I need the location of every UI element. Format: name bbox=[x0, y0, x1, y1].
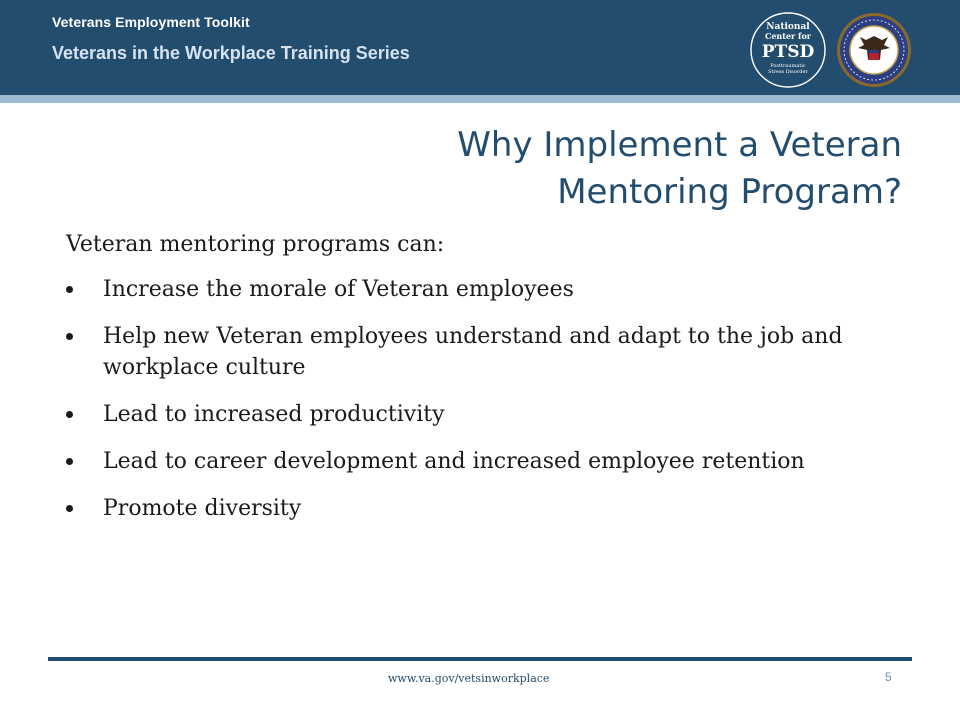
bullet-text: Lead to increased productivity bbox=[103, 402, 445, 427]
bullet-text: Help new Veteran employees understand and adapt to the job and workplace culture bbox=[103, 324, 843, 380]
bullet-dot-icon bbox=[66, 333, 73, 340]
ptsd-logo-line-4: Posttraumatic bbox=[770, 63, 806, 69]
ptsd-logo-line-3: PTSD bbox=[761, 42, 815, 62]
bullet-text: Lead to career development and increased employee retention bbox=[103, 449, 805, 474]
toolkit-title: Veterans Employment Toolkit bbox=[52, 14, 250, 30]
va-seal-icon bbox=[836, 12, 912, 88]
bullet-dot-icon bbox=[66, 458, 73, 465]
bullet-dot-icon bbox=[66, 286, 73, 293]
footer-url-link[interactable]: www.va.gov/vetsinworkplace bbox=[388, 672, 550, 685]
bullet-text: Increase the morale of Veteran employees bbox=[103, 277, 574, 302]
slide-body bbox=[66, 232, 916, 540]
ptsd-logo-line-5: Stress Disorder bbox=[768, 69, 808, 75]
bullet-item bbox=[66, 274, 916, 305]
header-stripe bbox=[0, 95, 960, 103]
bullet-text: Promote diversity bbox=[103, 496, 302, 521]
bullet-item bbox=[66, 399, 916, 430]
series-title: Veterans in the Workplace Training Series bbox=[52, 43, 410, 63]
bullet-dot-icon bbox=[66, 411, 73, 418]
ptsd-logo-line-2: Center for bbox=[764, 31, 812, 41]
intro-text: Veteran mentoring programs can: bbox=[66, 232, 445, 257]
slide-title bbox=[302, 122, 902, 216]
bullet-item bbox=[66, 493, 916, 524]
header-bar bbox=[0, 0, 960, 95]
slide-title-line-1: Why Implement a Veteran bbox=[457, 125, 902, 165]
bullet-list bbox=[66, 274, 916, 524]
slide-title-line-2: Mentoring Program? bbox=[557, 172, 902, 212]
bullet-item bbox=[66, 446, 916, 477]
bullet-item bbox=[66, 321, 916, 383]
bullet-dot-icon bbox=[66, 505, 73, 512]
ptsd-logo-line-1: National bbox=[766, 22, 810, 32]
footer-divider bbox=[48, 657, 912, 661]
page-number: 5 bbox=[885, 670, 892, 684]
national-center-ptsd-logo bbox=[748, 10, 828, 90]
